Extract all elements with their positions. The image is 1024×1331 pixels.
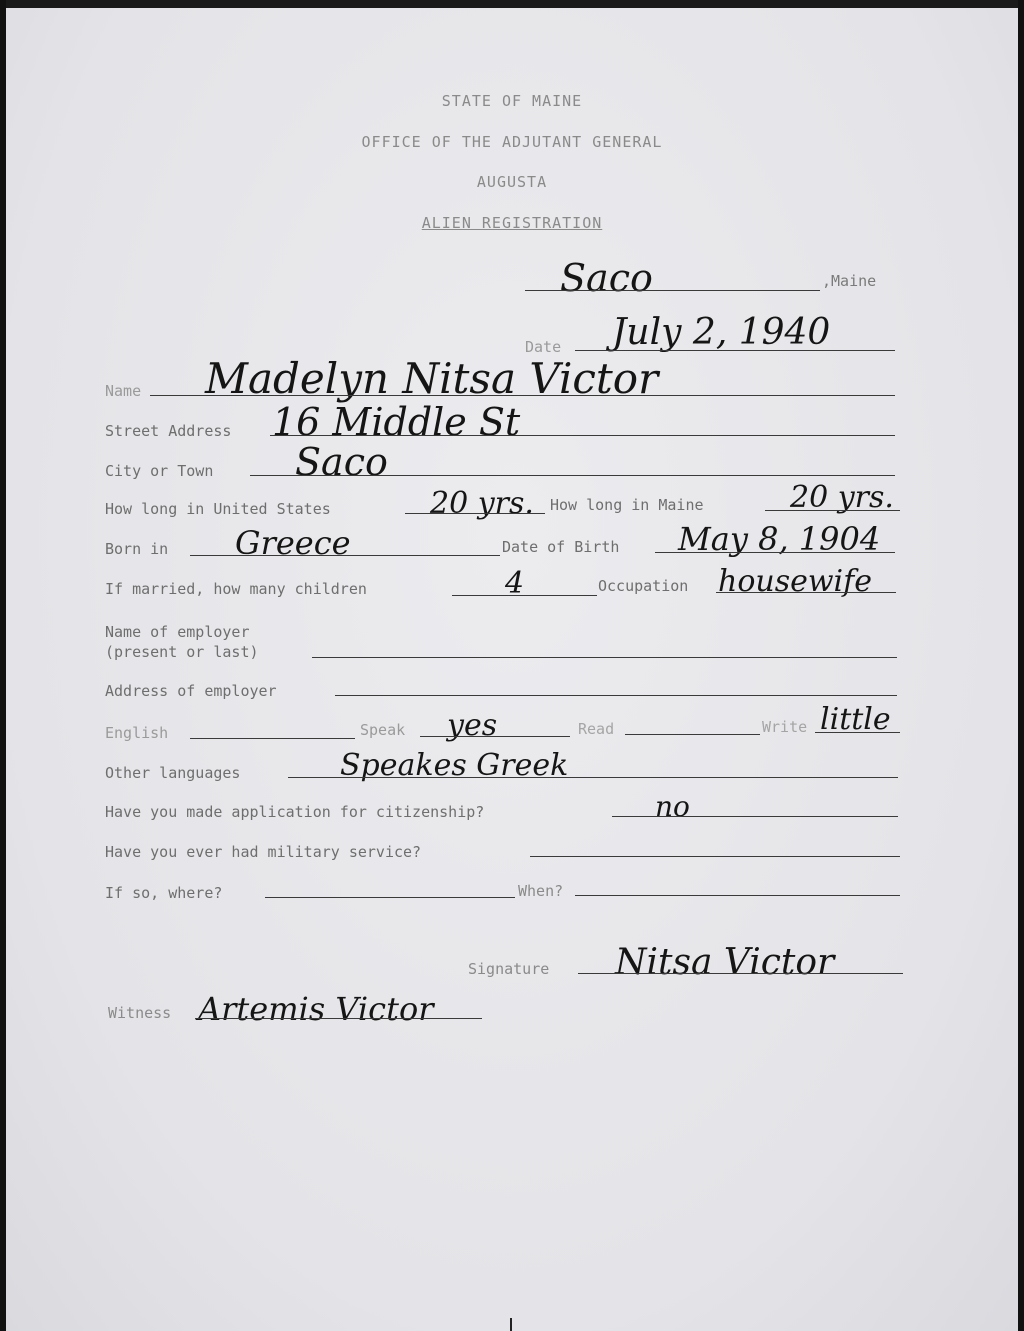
when-line — [575, 895, 900, 896]
header-title: ALIEN REGISTRATION — [421, 214, 603, 232]
english-line — [190, 738, 355, 739]
children-label: If married, how many children — [105, 580, 367, 598]
occupation-label: Occupation — [598, 577, 689, 595]
city-line — [250, 475, 895, 476]
years-us-line — [405, 513, 545, 514]
header-office: OFFICE OF THE ADJUTANT GENERAL — [361, 133, 663, 151]
scan-left-border — [0, 0, 6, 1331]
city-value: Saco — [295, 440, 388, 484]
employer-label: Name of employer — [105, 623, 250, 641]
other-languages-value: Speakes Greek — [340, 748, 569, 783]
dob-line — [655, 552, 895, 553]
scan-bottom-mark — [510, 1318, 512, 1331]
born-in-value: Greece — [235, 524, 351, 562]
witness-value: Artemis Victor — [198, 990, 434, 1028]
employer-line — [312, 657, 897, 658]
scan-top-border — [0, 0, 1024, 8]
header-state: STATE OF MAINE — [441, 92, 583, 110]
read-line — [625, 734, 760, 735]
how-long-us-label: How long in United States — [105, 500, 331, 518]
date-line — [575, 350, 895, 351]
citizenship-line — [612, 816, 898, 817]
speak-value: yes — [447, 708, 498, 743]
street-value: 16 Middle St — [272, 400, 521, 444]
military-label: Have you ever had military service? — [105, 843, 422, 861]
write-label: Write — [762, 718, 808, 736]
employer-address-line — [335, 695, 897, 696]
how-long-maine-label: How long in Maine — [550, 496, 704, 514]
witness-label: Witness — [108, 1004, 172, 1022]
name-value: Madelyn Nitsa Victor — [205, 354, 659, 403]
scan-right-border — [1018, 0, 1024, 1331]
name-line — [150, 395, 895, 396]
witness-line — [195, 1018, 482, 1019]
street-label: Street Address — [105, 422, 232, 440]
dob-label: Date of Birth — [502, 538, 620, 556]
occupation-line — [716, 592, 896, 593]
years-maine-line — [765, 510, 900, 511]
when-label: When? — [518, 882, 564, 900]
born-in-line — [190, 555, 500, 556]
occupation-value: housewife — [718, 564, 872, 599]
children-line — [452, 595, 597, 596]
if-so-where-label: If so, where? — [105, 884, 223, 902]
header-city: AUGUSTA — [476, 173, 548, 191]
years-maine-value: 20 yrs. — [790, 480, 894, 515]
english-label: English — [105, 724, 169, 742]
town-line — [525, 290, 820, 291]
town-value: Saco — [560, 256, 653, 300]
employer-address-label: Address of employer — [105, 682, 277, 700]
other-languages-line — [288, 777, 898, 778]
dob-value: May 8, 1904 — [678, 520, 881, 558]
other-languages-label: Other languages — [105, 764, 241, 782]
citizenship-value: no — [655, 790, 690, 823]
read-label: Read — [578, 720, 615, 738]
employer-label-2: (present or last) — [105, 643, 259, 661]
speak-label: Speak — [360, 721, 406, 739]
signature-label: Signature — [468, 960, 550, 978]
date-value: July 2, 1940 — [612, 312, 831, 353]
if-so-where-line — [265, 897, 515, 898]
write-value: little — [820, 702, 891, 737]
city-label: City or Town — [105, 462, 214, 480]
speak-line — [420, 736, 570, 737]
military-line — [530, 856, 900, 857]
date-label: Date — [525, 338, 562, 356]
children-value: 4 — [505, 566, 525, 601]
street-line — [270, 435, 895, 436]
maine-label: ,Maine — [822, 272, 877, 290]
born-in-label: Born in — [105, 540, 169, 558]
signature-line — [578, 973, 903, 974]
citizenship-label: Have you made application for citizenship? — [105, 803, 485, 821]
write-line — [815, 732, 900, 733]
signature-value: Nitsa Victor — [615, 942, 835, 983]
name-label: Name — [105, 382, 142, 400]
years-us-value: 20 yrs. — [430, 486, 534, 521]
